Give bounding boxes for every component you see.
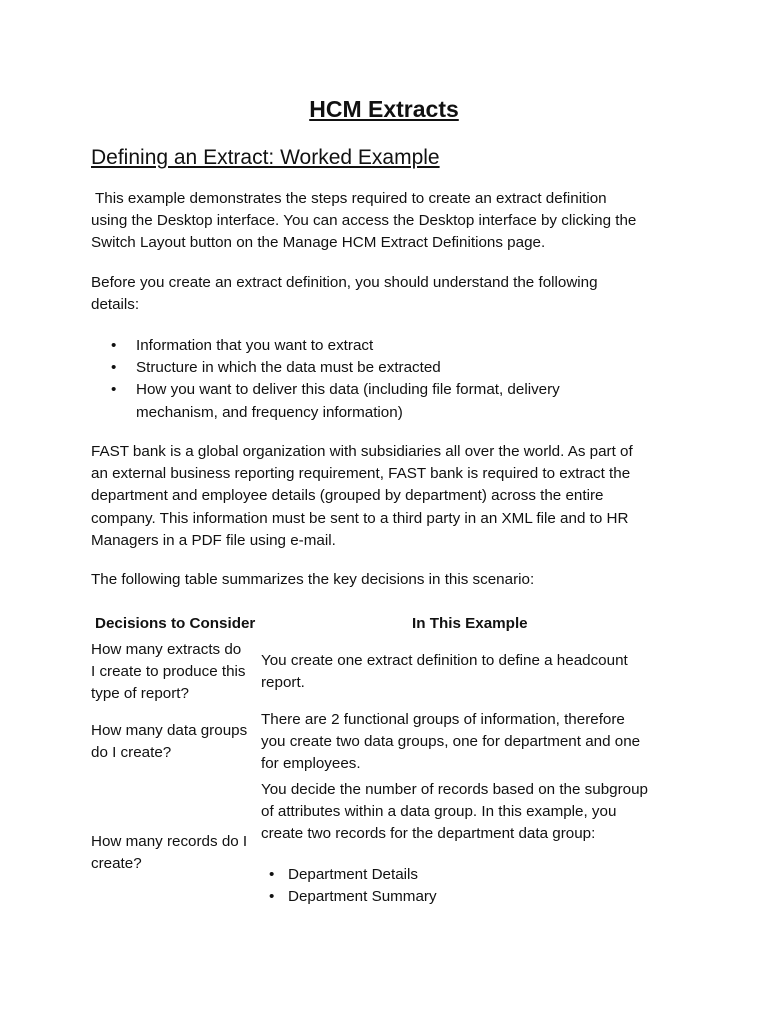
before-paragraph [91,272,681,316]
details-bullet-list [91,335,681,424]
answer-line: report. [261,674,305,692]
scenario-line: company. This information must be sent to a third party in an XML file and to HR [91,509,629,527]
question-line: create? [91,855,142,873]
before-line: details: [91,296,140,314]
document-title: HCM Extracts [309,96,459,122]
question-line: How many data groups [91,722,248,739]
bullet-icon: • [111,337,117,354]
table-row-question [91,639,261,706]
question-line: How many records do I [91,833,248,850]
answer-line: create two records for the department data group: [261,825,596,843]
table-intro-line: The following table summarizes the key decisions in this scenario: [91,571,535,588]
bullet-icon: • [269,887,275,905]
table-row-answer [261,709,681,776]
bullet-icon: • [111,359,117,377]
bullet-item [91,379,681,423]
bullet-item [91,357,681,379]
intro-line: This example demonstrates the steps required to create an extract definition [95,190,607,207]
answer-bullet-item [261,886,681,908]
scenario-line: department and employee details (grouped by department) across the entire [91,487,604,505]
question-line: How many extracts do [91,641,242,658]
question-line: I create to produce this [91,663,246,681]
answer-line: There are 2 functional groups of information, therefore [261,711,625,728]
answer-bullet-text: Department Summary [288,887,437,905]
bullet-text: How you want to deliver this data (including file format, delivery [136,381,560,399]
answer-line: You create one extract definition to define a headcount [261,652,628,669]
answer-line: of attributes within a data group. In this example, you [261,803,617,821]
table-row-question [91,720,261,764]
question-line: type of report? [91,685,189,703]
answer-line: for employees. [261,755,361,773]
table-intro [91,569,681,591]
intro-line: Switch Layout button on the Manage HCM Extract Definitions page. [91,234,546,252]
bullet-text: Information that you want to extract [136,337,374,354]
question-line: do I create? [91,744,172,762]
scenario-line: FAST bank is a global organization with subsidiaries all over the world. As part of [91,443,633,460]
section-heading: Defining an Extract: Worked Example [91,146,440,169]
bullet-icon: • [111,381,117,399]
answer-line: You decide the number of records based on the subgroup [261,781,648,798]
bullet-icon: • [269,865,275,883]
table-row-question [91,831,261,875]
answer-bullet-item [261,864,681,886]
answer-line: you create two data groups, one for department and one [261,733,641,751]
table-header-decisions: Decisions to Consider [95,615,256,632]
scenario-line: an external business reporting requirement, FAST bank is required to extract the [91,465,631,483]
bullet-text: mechanism, and frequency information) [136,403,403,421]
answer-bullet-list [261,864,681,908]
scenario-line: Managers in a PDF file using e-mail. [91,531,336,549]
bullet-item [91,335,681,357]
intro-paragraph [91,188,681,255]
table-row-answer [261,779,681,908]
answer-bullet-text: Department Details [288,865,418,883]
bullet-text: Structure in which the data must be extracted [136,359,441,377]
table-row-answer [261,650,681,694]
scenario-paragraph [91,441,681,552]
intro-line: using the Desktop interface. You can access the Desktop interface by clicking the [91,212,637,230]
table-header-example: In This Example [412,615,528,632]
before-line: Before you create an extract definition, you should understand the following [91,274,598,291]
